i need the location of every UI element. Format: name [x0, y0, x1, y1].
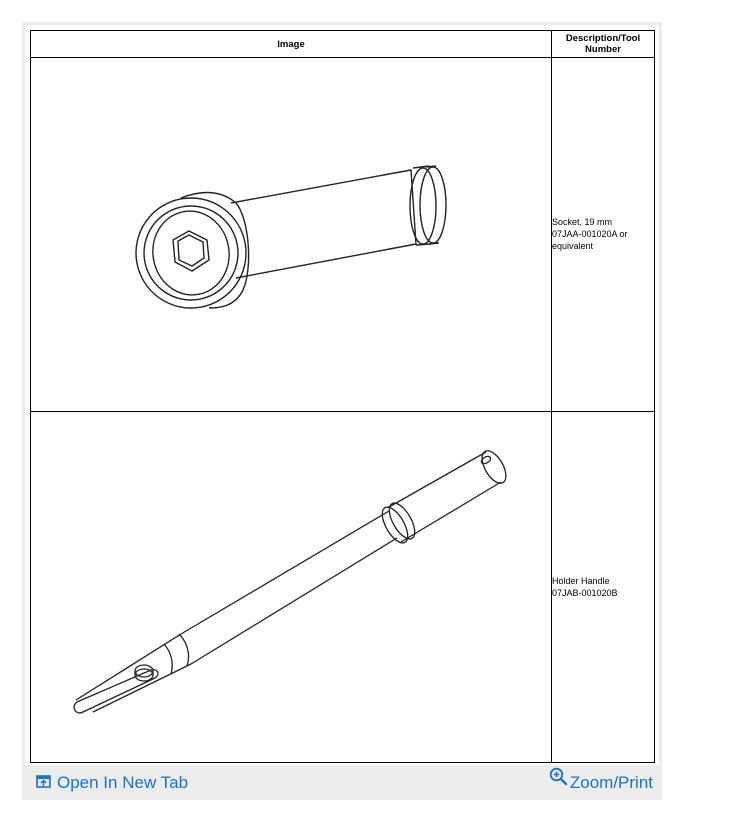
tool-table — [30, 30, 655, 763]
image-cell — [31, 411, 552, 763]
zoom-print-label: Zoom/Print — [569, 773, 653, 792]
header-description: Description/Tool Number — [552, 31, 655, 58]
card-footer — [22, 767, 662, 800]
tool-table-panel — [25, 25, 659, 765]
description-line: equivalent — [552, 241, 594, 252]
description-cell — [552, 411, 655, 763]
description-line: Holder Handle — [552, 575, 610, 586]
open-new-tab-label: Open In New Tab — [57, 773, 189, 792]
table-row — [31, 411, 655, 763]
description-line: Socket, 19 mm — [552, 217, 613, 228]
socket-illustration — [31, 58, 551, 410]
tool-card — [22, 22, 662, 800]
header-image: Image — [31, 31, 552, 58]
zoom-print-link[interactable] — [549, 771, 653, 795]
image-cell — [31, 58, 552, 412]
open-new-tab-link[interactable] — [36, 771, 188, 795]
open-new-tab-icon — [36, 771, 51, 795]
holder-handle-illustration — [31, 412, 551, 762]
magnifier-plus-icon — [549, 767, 568, 793]
table-row — [31, 58, 655, 412]
tool-number: 07JAA-001020A or — [552, 229, 628, 240]
table-header-row — [31, 31, 655, 58]
description-cell — [552, 58, 655, 412]
tool-number: 07JAB-001020B — [552, 587, 618, 598]
